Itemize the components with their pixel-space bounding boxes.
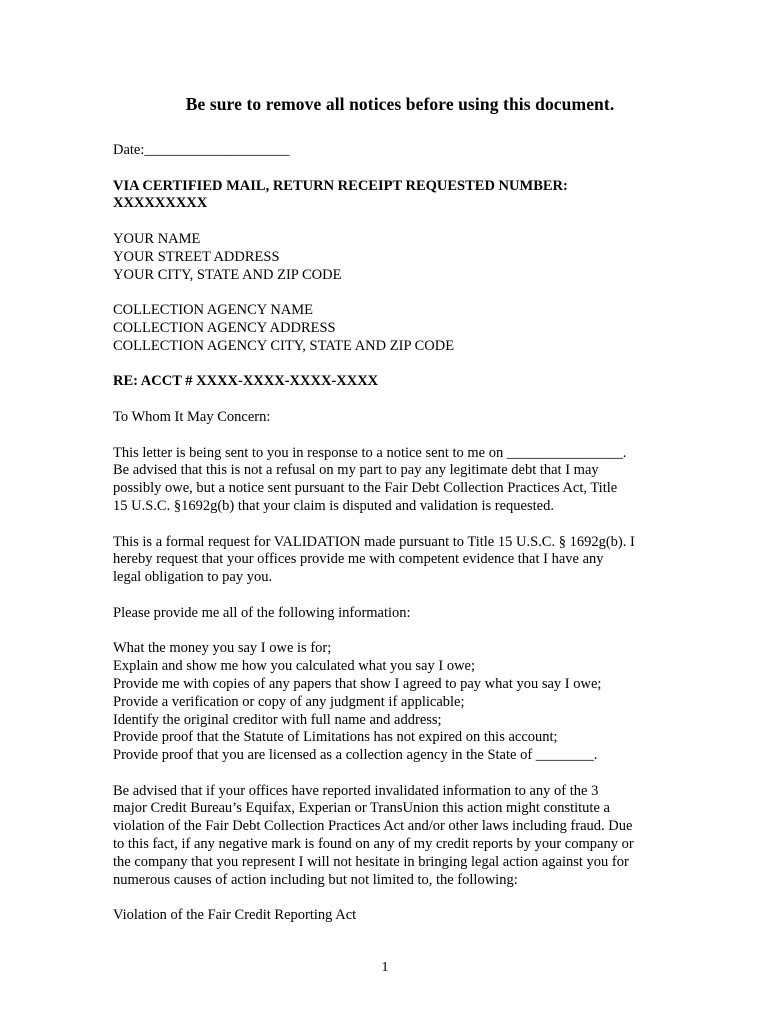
list-item: Provide proof that the Statute of Limitations has not expired on this account; bbox=[113, 729, 558, 746]
salutation: To Whom It May Concern: bbox=[113, 408, 271, 425]
list-item: Explain and show me how you calculated what you say I owe; bbox=[113, 658, 476, 675]
list-item: Provide me with copies of any papers that show I agreed to pay what you say I owe; bbox=[113, 675, 602, 692]
certified-number: XXXXXXXXX bbox=[113, 195, 208, 212]
paragraph-notice-response bbox=[113, 445, 673, 516]
list-item: Provide proof that you are licensed as a collection agency in the State of ________. bbox=[113, 747, 598, 764]
sender-city: YOUR CITY, STATE AND ZIP CODE bbox=[113, 266, 342, 283]
sender-address bbox=[113, 231, 673, 284]
paragraph-line: This is a formal request for VALIDATION made pursuant to Title 15 U.S.C. § 1692g(b). I bbox=[113, 533, 635, 550]
paragraph-line: Be advised that if your offices have reported invalidated information to any of the 3 bbox=[113, 782, 599, 799]
letter-body bbox=[113, 142, 673, 925]
request-list bbox=[113, 640, 673, 765]
paragraph-line: This letter is being sent to you in response to a notice sent to me on ________________. bbox=[113, 444, 627, 461]
paragraph-line: 15 U.S.C. §1692g(b) that your claim is disputed and validation is requested. bbox=[113, 497, 554, 514]
certified-mail-line: VIA CERTIFIED MAIL, RETURN RECEIPT REQUESTED NUMBER: bbox=[113, 177, 568, 194]
sender-street: YOUR STREET ADDRESS bbox=[113, 248, 280, 265]
paragraph-line: legal obligation to pay you. bbox=[113, 569, 273, 586]
paragraph-line: major Credit Bureau’s Equifax, Experian or TransUnion this action might constitute a bbox=[113, 800, 610, 817]
paragraph-line: numerous causes of action including but not limited to, the following: bbox=[113, 871, 518, 888]
recipient-name: COLLECTION AGENCY NAME bbox=[113, 302, 314, 319]
paragraph-credit-bureau-warning bbox=[113, 783, 673, 890]
notice-heading: Be sure to remove all notices before using this document. bbox=[185, 94, 615, 114]
violation-item: Violation of the Fair Credit Reporting Act bbox=[113, 907, 357, 924]
paragraph-validation-request bbox=[113, 534, 673, 587]
list-item: Identify the original creditor with full name and address; bbox=[113, 711, 442, 728]
list-item: What the money you say I owe is for; bbox=[113, 640, 332, 657]
paragraph-line: the company that you represent I will not hesitate in bringing legal action against you for bbox=[113, 853, 629, 870]
paragraph-line: violation of the Fair Debt Collection Practices Act and/or other laws including fraud. Due bbox=[113, 818, 633, 835]
list-item: Provide a verification or copy of any judgment if applicable; bbox=[113, 693, 465, 710]
paragraph-line: Be advised that this is not a refusal on my part to pay any legitimate debt that I may bbox=[113, 462, 599, 479]
re-line: RE: ACCT # XXXX-XXXX-XXXX-XXXX bbox=[113, 373, 379, 390]
paragraph-line: possibly owe, but a notice sent pursuant to the Fair Debt Collection Practices Act, Title bbox=[113, 480, 618, 497]
sender-name: YOUR NAME bbox=[113, 230, 201, 247]
recipient-city: COLLECTION AGENCY CITY, STATE AND ZIP CODE bbox=[113, 337, 455, 354]
request-intro: Please provide me all of the following information: bbox=[113, 604, 411, 621]
paragraph-line: hereby request that your offices provide me with competent evidence that I have any bbox=[113, 551, 604, 568]
recipient-address-line: COLLECTION AGENCY ADDRESS bbox=[113, 319, 336, 336]
page-number: 1 bbox=[381, 960, 389, 975]
recipient-address bbox=[113, 302, 673, 355]
paragraph-line: to this fact, if any negative mark is found on any of my credit reports by your company or bbox=[113, 836, 634, 853]
date-line: Date:____________________ bbox=[113, 142, 290, 158]
